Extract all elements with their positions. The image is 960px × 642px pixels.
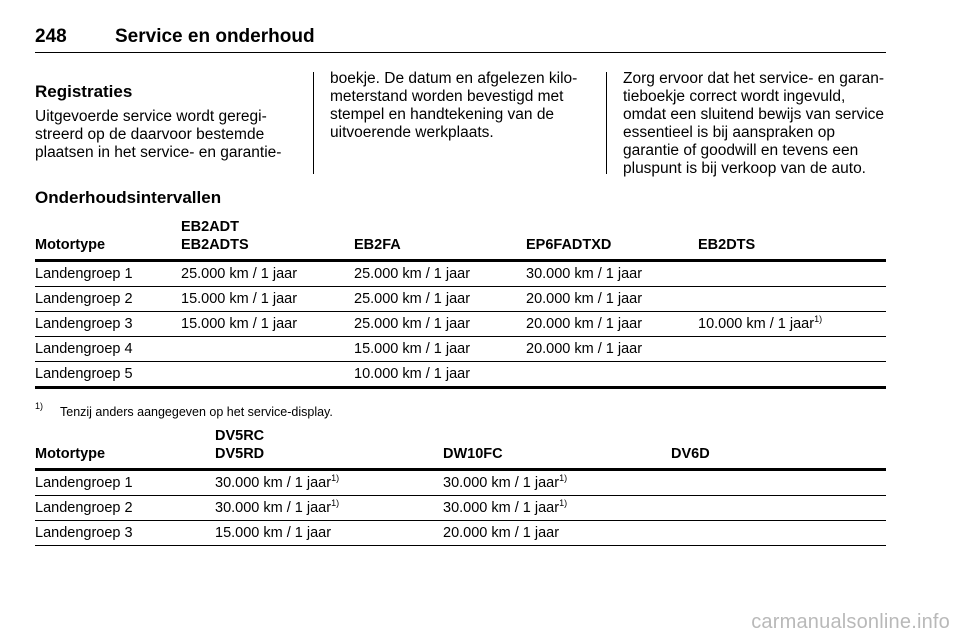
footnote-ref: 1) xyxy=(331,498,340,508)
header-ep6fadtxd: EP6FADTXD xyxy=(526,218,698,261)
header-eb2dts: EB2DTS xyxy=(698,218,886,261)
service-interval-table-petrol xyxy=(35,218,886,389)
column-divider xyxy=(606,72,607,174)
table-row: Landengroep 1 30.000 km / 1 jaar$^{1)}$ 30.000 km / 1 jaar$^{1)}$ xyxy=(35,470,886,496)
header-eb2fa: EB2FA xyxy=(354,218,526,261)
registraties-text: Uitgevoerde service wordt geregi-streerd op de daarvoor bestemde plaatsen in het service- en garantie- xyxy=(35,108,282,161)
registraties-heading: Registraties xyxy=(35,82,133,101)
running-title: Service en onderhoud xyxy=(115,26,315,47)
text-column-1 xyxy=(35,70,307,162)
header-motortype: Motortype xyxy=(35,218,181,261)
footnote-ref: 1) xyxy=(814,314,823,324)
page-header xyxy=(35,26,886,53)
column-3-text: Zorg ervoor dat het service- en garan-tieboekje correct wordt ingevuld, omdat een sluitend bewijs van service essentieel is bij aanspraken op garantie of goodwill en tevens een pluspunt is bij verkoop van de auto. xyxy=(623,70,885,177)
header-eb2adt: EB2ADT EB2ADTS xyxy=(181,218,354,261)
section-title: Onderhoudsintervallen xyxy=(35,188,222,207)
table-header-row xyxy=(35,427,886,470)
watermark: carmanualsonline.info xyxy=(751,611,950,633)
header-motortype: Motortype xyxy=(35,427,215,470)
footnote-text: Tenzij anders aangegeven op het service-display. xyxy=(60,405,333,419)
table-row: Landengroep 2 15.000 km / 1 jaar 25.000 km / 1 jaar 20.000 km / 1 jaar xyxy=(35,287,886,312)
text-column-2 xyxy=(330,70,600,142)
table-row: Landengroep 4 15.000 km / 1 jaar 20.000 km / 1 jaar xyxy=(35,337,886,362)
footnote-ref: 1) xyxy=(331,473,340,483)
footnote-ref: 1) xyxy=(559,498,568,508)
column-2-text: boekje. De datum en afgelezen kilo-meterstand worden bevestigd met stempel en handtekening van de uitvoerende werkplaats. xyxy=(330,70,578,141)
table-row: Landengroep 2 30.000 km / 1 jaar$^{1)}$ 30.000 km / 1 jaar$^{1)}$ xyxy=(35,496,886,521)
column-divider xyxy=(313,72,314,174)
table-row: Landengroep 3 15.000 km / 1 jaar 20.000 km / 1 jaar xyxy=(35,521,886,546)
table-row: Landengroep 3 15.000 km / 1 jaar 25.000 km / 1 jaar 20.000 km / 1 jaar 10.000 km / 1 jaar$^{1)}$ xyxy=(35,312,886,337)
table-header-row xyxy=(35,218,886,261)
page-number: 248 xyxy=(35,26,67,47)
text-column-3 xyxy=(623,70,886,178)
intro-columns xyxy=(35,70,886,175)
footnote-ref: 1) xyxy=(559,473,568,483)
header-dv5rc: DV5RC DV5RD xyxy=(215,427,443,470)
header-dv6d: DV6D xyxy=(671,427,886,470)
table-row: Landengroep 1 25.000 km / 1 jaar 25.000 km / 1 jaar 30.000 km / 1 jaar xyxy=(35,261,886,287)
table-row: Landengroep 5 10.000 km / 1 jaar xyxy=(35,362,886,388)
header-dw10fc: DW10FC xyxy=(443,427,671,470)
footnote-mark: 1) xyxy=(35,401,44,411)
service-interval-table-diesel xyxy=(35,427,886,546)
